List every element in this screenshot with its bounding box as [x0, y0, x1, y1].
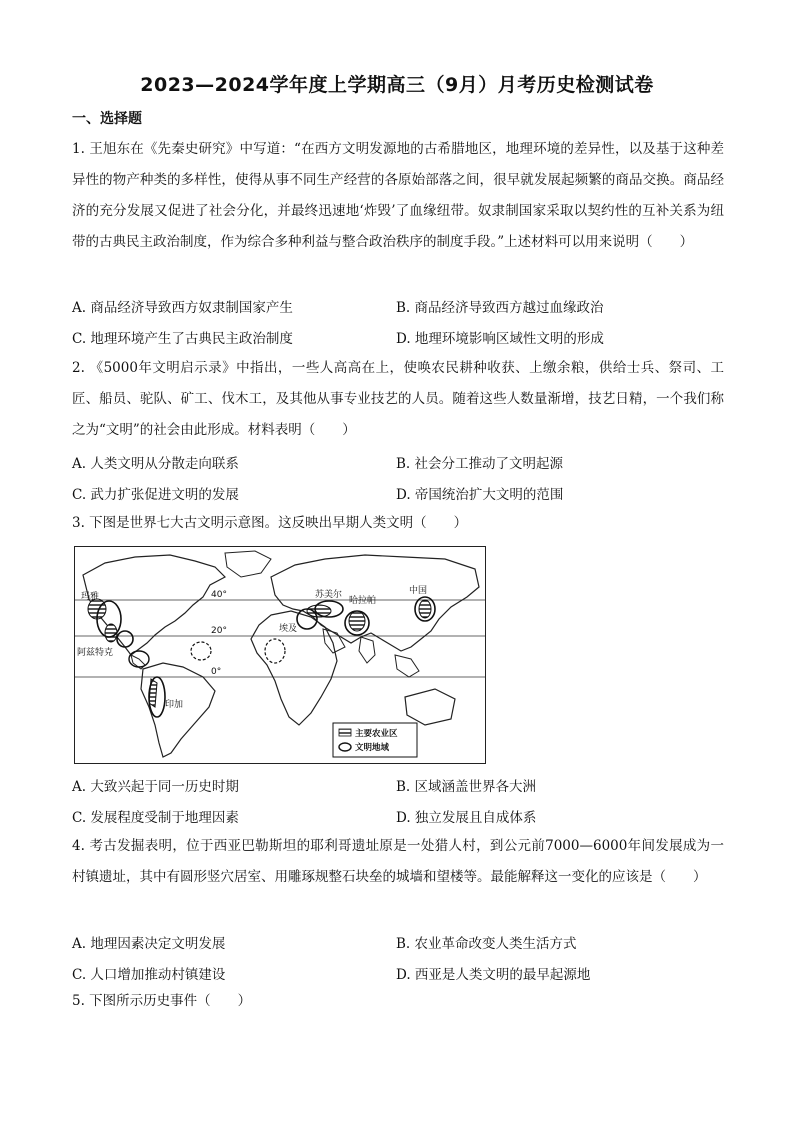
exam-title: 2023—2024学年度上学期高三（9月）月考历史检测试卷	[140, 74, 654, 96]
legend-agri-swatch	[339, 729, 351, 736]
question-1	[72, 134, 724, 258]
label-harappa: 哈拉帕	[349, 596, 377, 606]
question-5	[72, 986, 724, 1017]
q2-option-a[interactable]: A. 人类文明从分散走向联系	[72, 456, 239, 472]
world-civilizations-map	[74, 546, 486, 764]
section-heading: 一、选择题	[72, 111, 142, 127]
civ-area-africa-central	[265, 639, 285, 663]
label-sumer: 苏美尔	[315, 590, 343, 600]
india-landmass	[359, 637, 375, 663]
question-2	[72, 353, 724, 446]
lat-label-40: 40°	[211, 590, 227, 600]
question-5-stem: 5. 下图所示历史事件（ ）	[72, 993, 252, 1009]
q2-option-c[interactable]: C. 武力扩张促进文明的发展	[72, 487, 239, 503]
q4-option-b[interactable]: B. 农业革命改变人类生活方式	[396, 936, 577, 952]
question-4	[72, 831, 724, 893]
label-egypt: 埃及	[279, 624, 298, 634]
q1-option-d[interactable]: D. 地理环境影响区域性文明的形成	[396, 331, 604, 347]
q1-option-b[interactable]: B. 商品经济导致西方越过血缘政治	[396, 300, 604, 316]
civ-area-aztec	[117, 631, 133, 647]
civ-area-africa-west	[191, 642, 211, 660]
agri-area-mesoamerica	[105, 624, 117, 642]
southeast-asia-landmass	[395, 655, 419, 677]
australia-landmass	[405, 689, 455, 725]
q3-option-c[interactable]: C. 发展程度受制于地理因素	[72, 810, 239, 826]
legend-civ-label: 文明地域	[355, 743, 390, 753]
label-china: 中国	[409, 586, 428, 596]
legend-agri-label: 主要农业区	[355, 729, 398, 739]
question-4-stem: 4. 考古发掘表明，位于西亚巴勒斯坦的耶利哥遗址原是一处猎人村，到公元前7000—6000年间发展成为一村镇遗址，其中有圆形竖穴居室、用雕琢规整石块垒的城墙和望楼等。最能解释这一变化的应该是（ ）	[72, 838, 724, 885]
label-inca: 印加	[165, 700, 184, 710]
question-3-stem: 3. 下图是世界七大古文明示意图。这反映出早期人类文明（ ）	[72, 515, 468, 531]
lat-label-0: 0°	[211, 667, 222, 677]
q4-option-d[interactable]: D. 西亚是人类文明的最早起源地	[396, 967, 591, 983]
greenland-landmass	[225, 551, 271, 577]
q3-option-a[interactable]: A. 大致兴起于同一历史时期	[72, 779, 239, 795]
agri-area-china	[419, 600, 431, 618]
lat-label-20: 20°	[211, 626, 227, 636]
agri-area-indus	[349, 611, 365, 631]
question-2-stem: 2. 《5000年文明启示录》中指出，一些人高高在上，使唤农民耕种收获、上缴余粮，供给士兵、祭司、工匠、船员、驼队、矿工、伐木工，及其他从事专业技艺的人员。随着这些人数量渐增，技艺日精，一个我们称之为“文明”的社会由此形成。材料表明（ ）	[72, 360, 724, 438]
agri-area-andes	[149, 679, 157, 707]
q3-option-d[interactable]: D. 独立发展且自成体系	[396, 810, 537, 826]
q1-option-c[interactable]: C. 地理环境产生了古典民主政治制度	[72, 331, 293, 347]
q2-option-b[interactable]: B. 社会分工推动了文明起源	[396, 456, 564, 472]
question-1-stem: 1. 王旭东在《先秦史研究》中写道：“在西方文明发源地的古希腊地区，地理环境的差异性，以及基于这种差异性的物产种类的多样性，使得从事不同生产经营的各原始部落之间，很早就发展起频繁的商品交换。商品经济的充分发展又促进了社会分化，并最终迅速地‘炸毁’了血缘纽带。奴隶制国家采取以契约性的互补关系为纽带的古典民主政治制度，作为综合多种利益与整合政治秩序的制度手段。”上述材料可以用来说明（ ）	[72, 141, 724, 250]
q1-option-a[interactable]: A. 商品经济导致西方奴隶制国家产生	[72, 300, 293, 316]
label-aztec: 阿兹特克	[77, 648, 114, 658]
question-3	[72, 508, 724, 539]
q4-option-a[interactable]: A. 地理因素决定文明发展	[72, 936, 226, 952]
label-maya: 玛雅	[81, 592, 100, 602]
q2-option-d[interactable]: D. 帝国统治扩大文明的范围	[396, 487, 564, 503]
q3-option-b[interactable]: B. 区域涵盖世界各大洲	[396, 779, 537, 795]
q4-option-c[interactable]: C. 人口增加推动村镇建设	[72, 967, 226, 983]
map-svg	[75, 547, 485, 763]
